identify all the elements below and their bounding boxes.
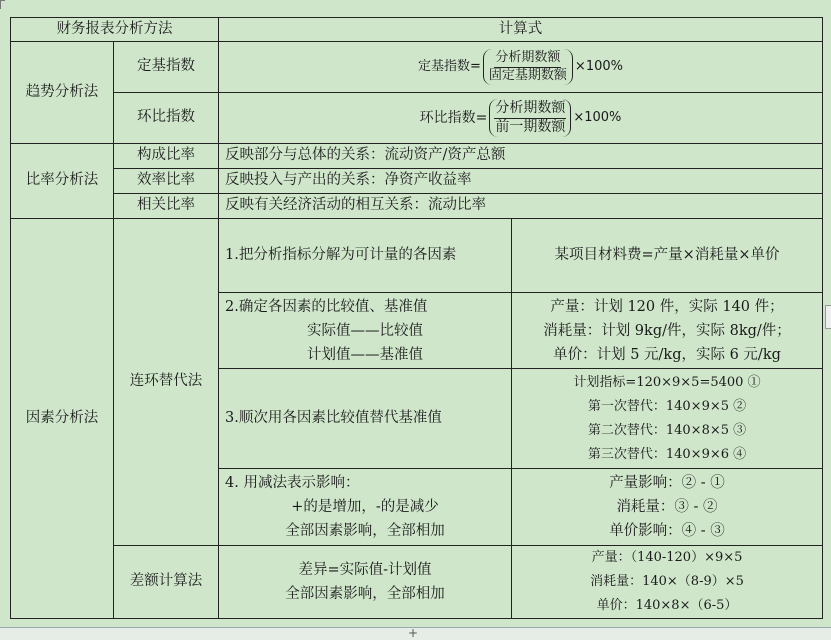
fixed-index-formula xyxy=(225,49,816,85)
step2-right-line: 产量：计划 120 件，实际 140 件； xyxy=(550,298,784,315)
ratio-desc-2: 反映有关经济活动的相互关系：流动比率 xyxy=(219,194,823,219)
chain-numerator: 分析期数额 xyxy=(494,100,566,119)
step1-right: 某项目材料费=产量×消耗量×单价 xyxy=(512,219,823,293)
financial-analysis-table xyxy=(10,17,823,619)
step2-left-line: 计划值——基准值 xyxy=(307,346,423,363)
ratio-desc-1: 反映投入与产出的关系：净资产收益率 xyxy=(219,169,823,194)
step3-right-line: 第二次替代：140×8×5 ③ xyxy=(587,422,747,438)
diff-left-line: 差异=实际值-计划值 xyxy=(298,562,432,578)
fixed-index-formula-cell xyxy=(219,42,823,93)
step4-right xyxy=(512,469,823,546)
step1-left: 1.把分析指标分解为可计量的各因素 xyxy=(219,219,512,293)
step3-right xyxy=(512,369,823,469)
step4-left-line: 4. 用减法表示影响： xyxy=(225,475,360,491)
diff-left-line: 全部因素影响，全部相加 xyxy=(285,586,445,602)
ratio-label: 比率分析法 xyxy=(11,144,114,219)
difference-calc-label: 差额计算法 xyxy=(114,546,219,619)
step3-right-stack xyxy=(518,371,816,467)
step2-right xyxy=(512,293,823,369)
diff-right-line: 产量：（140-120）×9×5 xyxy=(591,550,743,565)
diff-right xyxy=(512,546,823,619)
header-formula: 计算式 xyxy=(219,18,823,42)
header-row xyxy=(11,18,823,42)
factor-diff-row xyxy=(11,546,823,619)
add-row-plus-icon[interactable]: + xyxy=(408,626,419,640)
step4-left-stack xyxy=(225,471,505,543)
chain-paren xyxy=(489,99,571,137)
fixed-index-name: 定基指数 xyxy=(114,42,219,93)
step2-left-stack xyxy=(225,295,505,367)
step2-right-line: 消耗量：计划 9kg/件，实际 8kg/件； xyxy=(543,322,791,339)
factor-label: 因素分析法 xyxy=(11,219,114,619)
ratio-name-1: 效率比率 xyxy=(114,169,219,194)
step3-right-line: 第一次替代：140×9×5 ② xyxy=(587,398,747,414)
chain-index-name: 环比指数 xyxy=(114,93,219,144)
step4-right-line: 消耗量：③ - ② xyxy=(616,499,718,515)
fixed-fraction xyxy=(488,50,568,84)
ratio-name-2: 相关比率 xyxy=(114,194,219,219)
chain-lhs: 环比指数= xyxy=(419,109,488,126)
fixed-paren xyxy=(483,49,573,85)
step3-right-line: 第三次替代：140×9×6 ④ xyxy=(587,446,747,462)
step2-right-stack xyxy=(518,295,816,367)
step4-left-line: +的是增加，-的是减少 xyxy=(291,499,439,515)
trend-fixed-row xyxy=(11,42,823,93)
trend-label: 趋势分析法 xyxy=(11,42,114,144)
diff-right-stack xyxy=(518,546,816,618)
chain-substitution-label: 连环替代法 xyxy=(114,219,219,546)
step2-right-line: 单价：计划 5 元/kg，实际 6 元/kg xyxy=(553,346,781,363)
table-move-handle[interactable] xyxy=(0,0,5,9)
chain-fraction xyxy=(494,100,566,136)
fixed-lhs: 定基指数= xyxy=(418,58,481,74)
chain-denominator: 前一期数额 xyxy=(495,118,566,135)
step3-right-line: 计划指标=120×9×5=5400 ① xyxy=(573,374,761,390)
diff-left-stack xyxy=(225,558,505,606)
diff-left xyxy=(219,546,512,619)
trend-chain-row xyxy=(11,93,823,144)
ratio-name-0: 构成比率 xyxy=(114,144,219,169)
step4-right-line: 产量影响：② - ① xyxy=(609,475,725,491)
ratio-desc-0: 反映部分与总体的关系：流动资产/资产总额 xyxy=(219,144,823,169)
step4-left xyxy=(219,469,512,546)
fixed-denominator: 固定基期数额 xyxy=(488,67,567,83)
diff-right-line: 消耗量：140×（8-9）×5 xyxy=(590,574,744,589)
right-scroll-tab[interactable] xyxy=(825,305,831,329)
step2-left xyxy=(219,293,512,369)
diff-right-line: 单价：140×8×（6-5） xyxy=(596,598,738,613)
step4-right-line: 单价影响：④ - ③ xyxy=(609,523,725,539)
ratio-row xyxy=(11,194,823,219)
factor-step1-row xyxy=(11,219,823,293)
chain-index-formula-cell xyxy=(219,93,823,144)
chain-index-formula xyxy=(225,99,816,137)
step2-left-line: 2.确定各因素的比较值、基准值 xyxy=(225,298,428,315)
step4-right-stack xyxy=(518,471,816,543)
step3-left: 3.顺次用各因素比较值替代基准值 xyxy=(219,369,512,469)
ratio-row xyxy=(11,169,823,194)
step4-left-line: 全部因素影响，全部相加 xyxy=(285,523,445,539)
step2-left-line: 实际值——比较值 xyxy=(307,322,423,339)
fixed-numerator: 分析期数额 xyxy=(494,50,561,67)
chain-multiplier: ×100% xyxy=(573,109,622,125)
header-method: 财务报表分析方法 xyxy=(11,18,219,42)
ratio-row xyxy=(11,144,823,169)
fixed-multiplier: ×100% xyxy=(574,58,623,74)
